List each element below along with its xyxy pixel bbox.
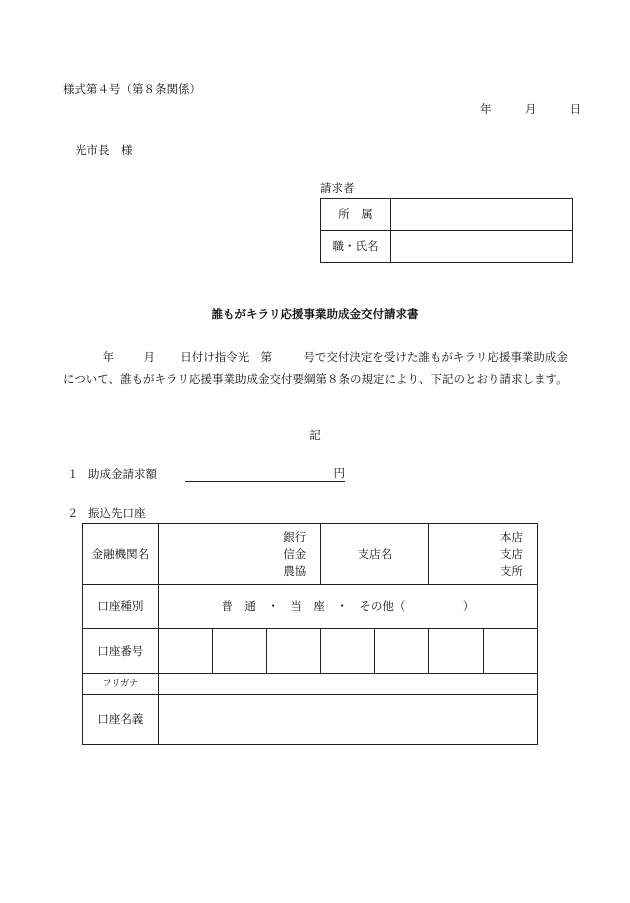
- requester-table: [320, 198, 573, 263]
- account-digit-1[interactable]: [158, 629, 212, 674]
- body-text-a: 日付け指令光: [180, 350, 250, 364]
- body-year: 年: [102, 350, 115, 364]
- affiliation-field[interactable]: [391, 199, 573, 231]
- account-digit-7[interactable]: [483, 629, 537, 674]
- branch-type-sub: 支所: [500, 563, 523, 578]
- branch-type-branch: 支店: [500, 546, 523, 561]
- institution-field[interactable]: [158, 524, 320, 585]
- furigana-field[interactable]: [158, 674, 537, 695]
- ki-heading: 記: [309, 428, 321, 442]
- institution-type-bank: 銀行: [283, 529, 307, 544]
- account-digit-4[interactable]: [321, 629, 375, 674]
- claim-amount-unit: 円: [333, 466, 345, 480]
- item2-number: ２: [67, 506, 79, 520]
- date-year: 年: [480, 102, 492, 116]
- requester-row-affiliation: [321, 199, 573, 231]
- branch-type-main: 本店: [500, 529, 523, 544]
- addressee: 光市長 様: [75, 143, 133, 157]
- document-title: 誰もがキラリ応援事業助成金交付請求書: [211, 307, 419, 321]
- institution-type-shinkin: 信金: [283, 546, 307, 561]
- body-text-b: 第: [260, 350, 273, 364]
- account-type-label: 口座種別: [83, 585, 159, 629]
- bank-row-account-number: [83, 629, 538, 674]
- body-month: 月: [143, 350, 155, 364]
- account-digit-3[interactable]: [267, 629, 321, 674]
- institution-label: 金融機関名: [83, 524, 159, 585]
- body-text-c: 号で交付決定を受けた誰もがキラリ応援事業助成金について、誰もがキラリ応援事業助成金交付要綱第８条の規定により、下記のとおり請求します。: [63, 350, 568, 386]
- branch-field[interactable]: [429, 524, 538, 585]
- bank-row-account-name: [83, 695, 538, 745]
- name-field[interactable]: [391, 231, 573, 263]
- account-name-label: 口座名義: [83, 695, 159, 745]
- account-type-options[interactable]: 普 通 ・ 当 座 ・ その他（ ）: [158, 585, 537, 629]
- account-number-label: 口座番号: [83, 629, 159, 674]
- account-digit-5[interactable]: [375, 629, 429, 674]
- date-day: 日: [569, 102, 582, 116]
- form-label: 様式第４号（第８条関係）: [63, 82, 201, 96]
- furigana-label: フリガナ: [83, 674, 159, 695]
- account-digit-6[interactable]: [429, 629, 483, 674]
- date-line: [480, 101, 581, 117]
- branch-label: 支店名: [321, 524, 429, 585]
- body-paragraph: [63, 346, 575, 390]
- claim-amount-field[interactable]: [185, 466, 345, 482]
- item2-label: 振込先口座: [88, 506, 146, 520]
- bank-row-account-type: [83, 585, 538, 629]
- account-name-field[interactable]: [158, 695, 537, 745]
- date-month: 月: [524, 102, 537, 116]
- item1-number: １: [67, 467, 79, 481]
- account-digit-2[interactable]: [212, 629, 266, 674]
- bank-account-table: [82, 523, 538, 745]
- affiliation-label: 所 属: [321, 199, 391, 231]
- name-label: 職・氏名: [321, 231, 391, 263]
- item1-label: 助成金請求額: [88, 467, 157, 481]
- requester-caption: 請求者: [320, 181, 355, 195]
- bank-row-institution: [83, 524, 538, 585]
- bank-row-furigana: [83, 674, 538, 695]
- institution-type-nokyo: 農協: [283, 563, 307, 578]
- requester-row-name: [321, 231, 573, 263]
